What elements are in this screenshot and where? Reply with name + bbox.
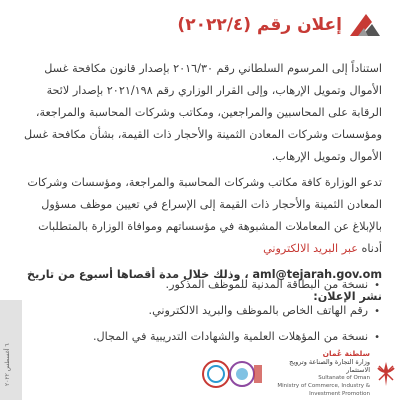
requirement-text: رقم الهاتف الخاص بالموظف والبريد الالكتروني. [148, 304, 369, 317]
announcement-title: إعلان رقم (٢٠٢٢/٤) [177, 15, 342, 35]
footer-logos [196, 349, 396, 397]
requirement-item [40, 324, 380, 350]
email-deadline-text: ، وذلك خلال مدة أقصاها أسبوع من تاريخ نشر الإعلان: [27, 268, 382, 303]
ministry-en-head: Sultanate of Oman [318, 375, 370, 381]
bullet-icon: • [374, 332, 380, 343]
moci-campaign-logo-icon [196, 357, 264, 391]
ministry-ar-head: سلطنة عُمان [322, 349, 370, 358]
bullet-icon: • [374, 280, 380, 291]
requirement-text: نسخة من البطاقة المدنية للموظف المذكور. [165, 278, 369, 291]
bullet-icon: • [374, 306, 380, 317]
paragraph-legal-basis: استناداً إلى المرسوم السلطاني رقم ٢٠١٦/٣٠ بإصدار قانون مكافحة غسل الأموال وتمويل الإرهاب، وإلى القرار الوزاري رقم ٢٠٢١/١٩٨ بإصدار لائحة الرقابة على المحاسبين والمراجعين، ومكاتب وشركات المحاسبة والمراجعة، ومؤسسات وشركات المعادن الثمينة والأحجار ذات القيمة، بشأن مكافحة غسل الأموال وتمويل الإرهاب. [23, 62, 382, 163]
email-address-link[interactable]: aml@tejarah.gov.om [252, 268, 382, 281]
requirement-item [40, 272, 380, 298]
announcement-header [177, 14, 380, 36]
paragraph-call-main: تدعو الوزارة كافة مكاتب وشركات المحاسبة والمراجعة، ومؤسسات وشركات المعادن الثمينة والأحجار ذات القيمة إلى الإسراع في تعيين موظف مسؤول بالإبلاغ عن المعاملات المشبوهة في مؤسساتهم وموافاة الوزارة بالمتطلبات أدناه [27, 176, 382, 255]
side-date: ٦ أغسطس ٢٠٢٢ [4, 343, 11, 387]
brand-mark-icon [350, 14, 380, 36]
paragraph-call-to-action [18, 172, 382, 260]
requirement-item [40, 298, 380, 324]
ministry-name-block [270, 350, 370, 398]
ministry-en-name: Ministry of Commerce, Industry & Investment Promotion [277, 383, 370, 397]
email-highlight: عبر البريد الالكتروني [263, 242, 358, 255]
ministry-ar-name: وزارة التجارة والصناعة وترويج الاستثمار [289, 358, 370, 374]
requirements-list [40, 272, 380, 350]
oman-emblem-icon [376, 360, 396, 388]
requirement-text: نسخة من المؤهلات العلمية والشهادات التدريبية في المجال. [92, 330, 369, 343]
